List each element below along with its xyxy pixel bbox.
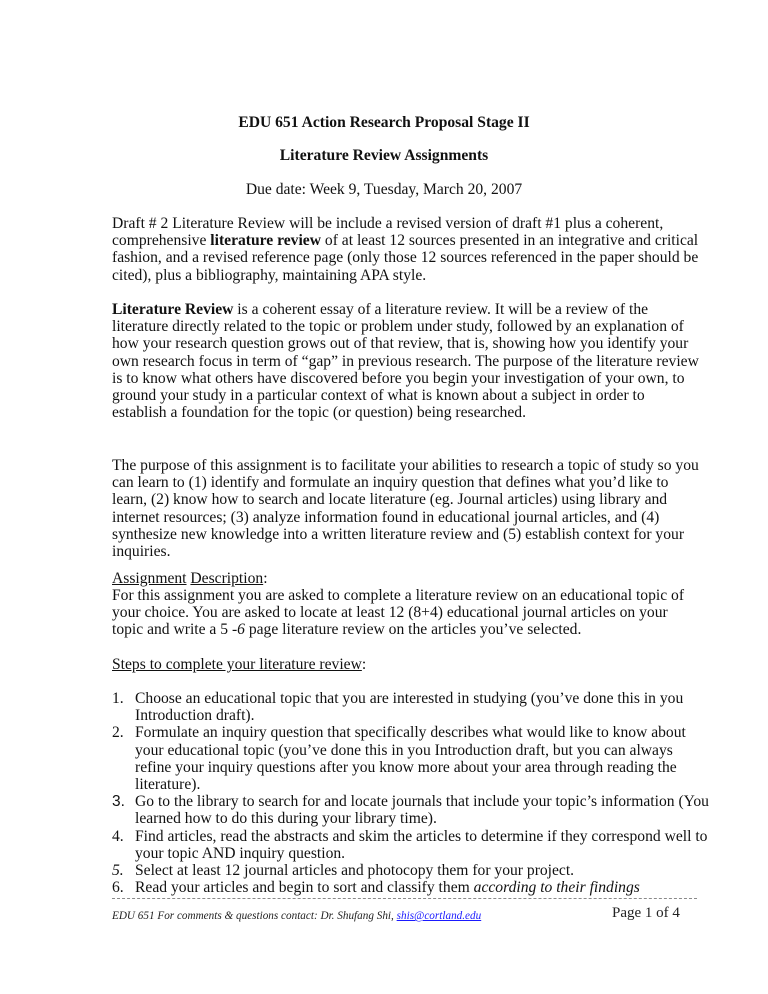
list-text: Choose an educational topic that you are interested in studying (you’ve done this in you Introduction draft).	[135, 690, 684, 725]
assignment-paragraph	[112, 587, 702, 639]
definition-paragraph	[112, 301, 702, 421]
list-item	[112, 879, 712, 896]
list-number: 6.	[112, 879, 124, 897]
purpose-paragraph: The purpose of this assignment is to facilitate your abilities to research a topic of study so you can learn to (1) identify and formulate an inquiry question that defines what you’d like to learn, (2) know how to search and locate literature (eg. Journal articles) using library and internet resources; (3) analyze information found in educational journal articles, and (4) synthesize new knowledge into a written literature review and (5) establish context for your inquiries.	[112, 457, 699, 561]
intro-text-2: of at least 12 sources presented in an integrative and critical fashion, and a revised reference page (only those 12 sources referenced in the paper should be cited), plus a bibliography, maintaining APA style.	[112, 232, 699, 284]
list-item	[112, 690, 712, 724]
list-number: 3.	[112, 793, 125, 811]
page-number: Page 1 of 4	[612, 905, 680, 921]
footer-contact	[112, 908, 481, 925]
list-text-italic: according to their findings	[473, 879, 640, 897]
steps-list	[112, 690, 712, 896]
definition-bold: Literature Review	[112, 301, 234, 318]
assignment-heading-word1: Assignment	[112, 570, 187, 587]
intro-paragraph	[112, 215, 702, 284]
steps-heading	[112, 656, 702, 673]
list-item	[112, 793, 712, 827]
list-item	[112, 724, 712, 793]
list-number: 5.	[112, 862, 124, 880]
list-text: Select at least 12 journal articles and photocopy them for your project.	[135, 862, 575, 880]
list-number: 4.	[112, 827, 124, 845]
list-number: 2.	[112, 724, 124, 742]
assignment-heading-word2: Description	[190, 570, 264, 587]
page-title: EDU 651 Action Research Proposal Stage II	[238, 114, 530, 131]
assignment-heading	[112, 570, 702, 587]
assignment-text-1: For this assignment you are asked to complete a literature review on an educational topic of your choice. You are asked to locate at least 12 (8+4) educational journal articles on your topic and write a 5 -	[112, 587, 685, 639]
assignment-text-italic: 6	[237, 621, 245, 639]
list-text: Formulate an inquiry question that specifically describes what would like to know about your educational topic (you’ve done this in you Introduction draft, but you can always refine your inquiry questions after you know more about your area through reading the literature).	[135, 724, 686, 794]
list-item	[112, 828, 712, 862]
intro-text-1: Draft # 2 Literature Review will be include a revised version of draft #1 plus a coherent, comprehensive	[112, 215, 664, 250]
definition-text: is a coherent essay of a literature review. It will be a review of the literature directly related to the topic or problem under study, followed by an explanation of how your research question grows out of that review, that is, showing how you identify your own research focus in term of “gap” in previous research. The purpose of the literature review is to know what others have discovered before you begin your investigation of your own, to ground your study in a particular context of what is known about a subject in order to establish a foundation for the topic (or question) being researched.	[112, 301, 699, 422]
list-text: Read your articles and begin to sort and classify them	[135, 879, 474, 897]
page-subtitle: Literature Review Assignments	[279, 147, 489, 164]
due-date: Due date: Week 9, Tuesday, March 20, 2007	[245, 181, 523, 198]
list-text: Find articles, read the abstracts and skim the articles to determine if they correspond well to your topic AND inquiry question.	[135, 827, 708, 862]
list-item	[112, 862, 712, 879]
assignment-heading-colon: :	[263, 570, 268, 587]
list-text: Go to the library to search for and locate journals that include your topic’s information (You learned how to do this during your library time).	[135, 793, 709, 828]
footer-divider	[112, 898, 697, 899]
steps-heading-text: Steps to complete your literature review	[112, 656, 362, 673]
footer-contact-text: EDU 651 For comments & questions contact: Dr. Shufang Shi,	[112, 910, 397, 922]
intro-bold: literature review	[210, 232, 321, 250]
steps-heading-colon: :	[361, 656, 367, 673]
assignment-text-2: page literature review on the articles you’ve selected.	[244, 621, 582, 639]
footer-email-link[interactable]: shis@cortland.edu	[396, 910, 482, 922]
list-number: 1.	[112, 690, 124, 707]
